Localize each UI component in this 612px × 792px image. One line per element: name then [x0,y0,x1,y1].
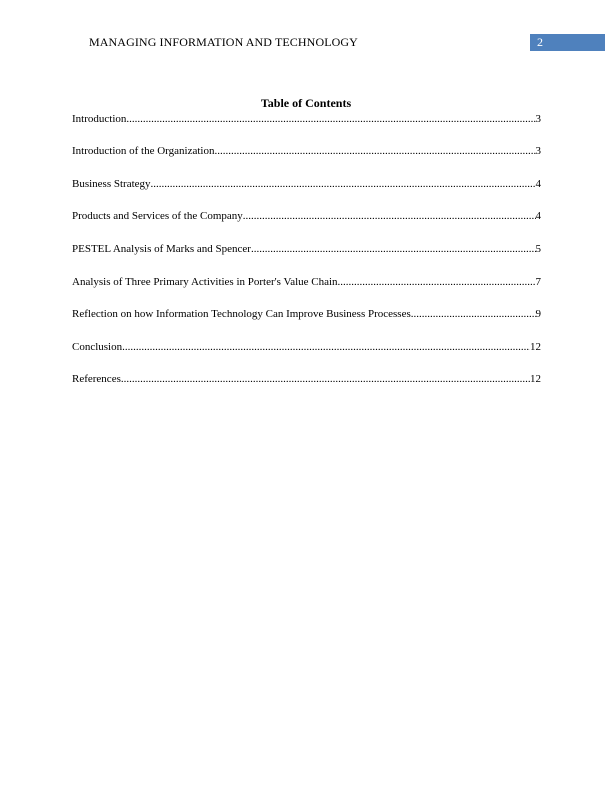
toc-entry-label: Analysis of Three Primary Activities in Porter's Value Chain [72,276,338,288]
toc-entry-page: 4 [535,178,541,190]
page-number: 2 [537,35,543,49]
toc-dot-leader [214,144,535,159]
toc-dot-leader [151,177,536,192]
toc-entry-page: 12 [530,341,541,353]
toc-dot-leader [251,242,536,257]
toc-entry-page: 9 [535,308,541,320]
toc-entry-business-strategy[interactable] [72,177,541,192]
toc-dot-leader [243,209,536,224]
toc-entry-label: PESTEL Analysis of Marks and Spencer [72,243,251,255]
page-header [0,34,612,52]
toc-entry-page: 4 [535,210,541,222]
page-number-badge [530,34,605,51]
toc-entry-conclusion[interactable] [72,340,541,355]
toc-entry-references[interactable] [72,372,541,387]
toc-entry-products-services[interactable] [72,209,541,224]
toc-entry-label: Products and Services of the Company [72,210,243,222]
toc-dot-leader [338,275,536,290]
toc-entry-page: 3 [535,113,541,125]
toc-entry-porter-value-chain[interactable] [72,275,541,290]
toc-entry-page: 12 [530,373,541,385]
toc-entry-reflection-it[interactable] [72,307,541,322]
toc-dot-leader [126,112,535,127]
toc-dot-leader [121,372,530,387]
toc-entry-label: Introduction [72,113,127,125]
toc-entry-pestel-analysis[interactable] [72,242,541,257]
toc-entry-introduction[interactable] [72,112,541,127]
toc-entry-label: Conclusion [72,341,123,353]
toc-entry-label: References [72,373,121,385]
toc-entry-label: Reflection on how Information Technology Can Improve Business Processes [72,308,411,320]
toc-entry-introduction-organization[interactable] [72,144,541,159]
toc-dot-leader [122,340,530,355]
toc-dot-leader [411,307,536,322]
toc-title: Table of Contents [260,96,352,110]
toc-entry-page: 5 [535,243,541,255]
toc-entry-label: Business Strategy [72,178,151,190]
running-head: MANAGING INFORMATION AND TECHNOLOGY [89,35,358,49]
toc-entry-page: 7 [535,276,541,288]
toc-entry-label: Introduction of the Organization [72,145,215,157]
toc-entry-page: 3 [535,145,541,157]
